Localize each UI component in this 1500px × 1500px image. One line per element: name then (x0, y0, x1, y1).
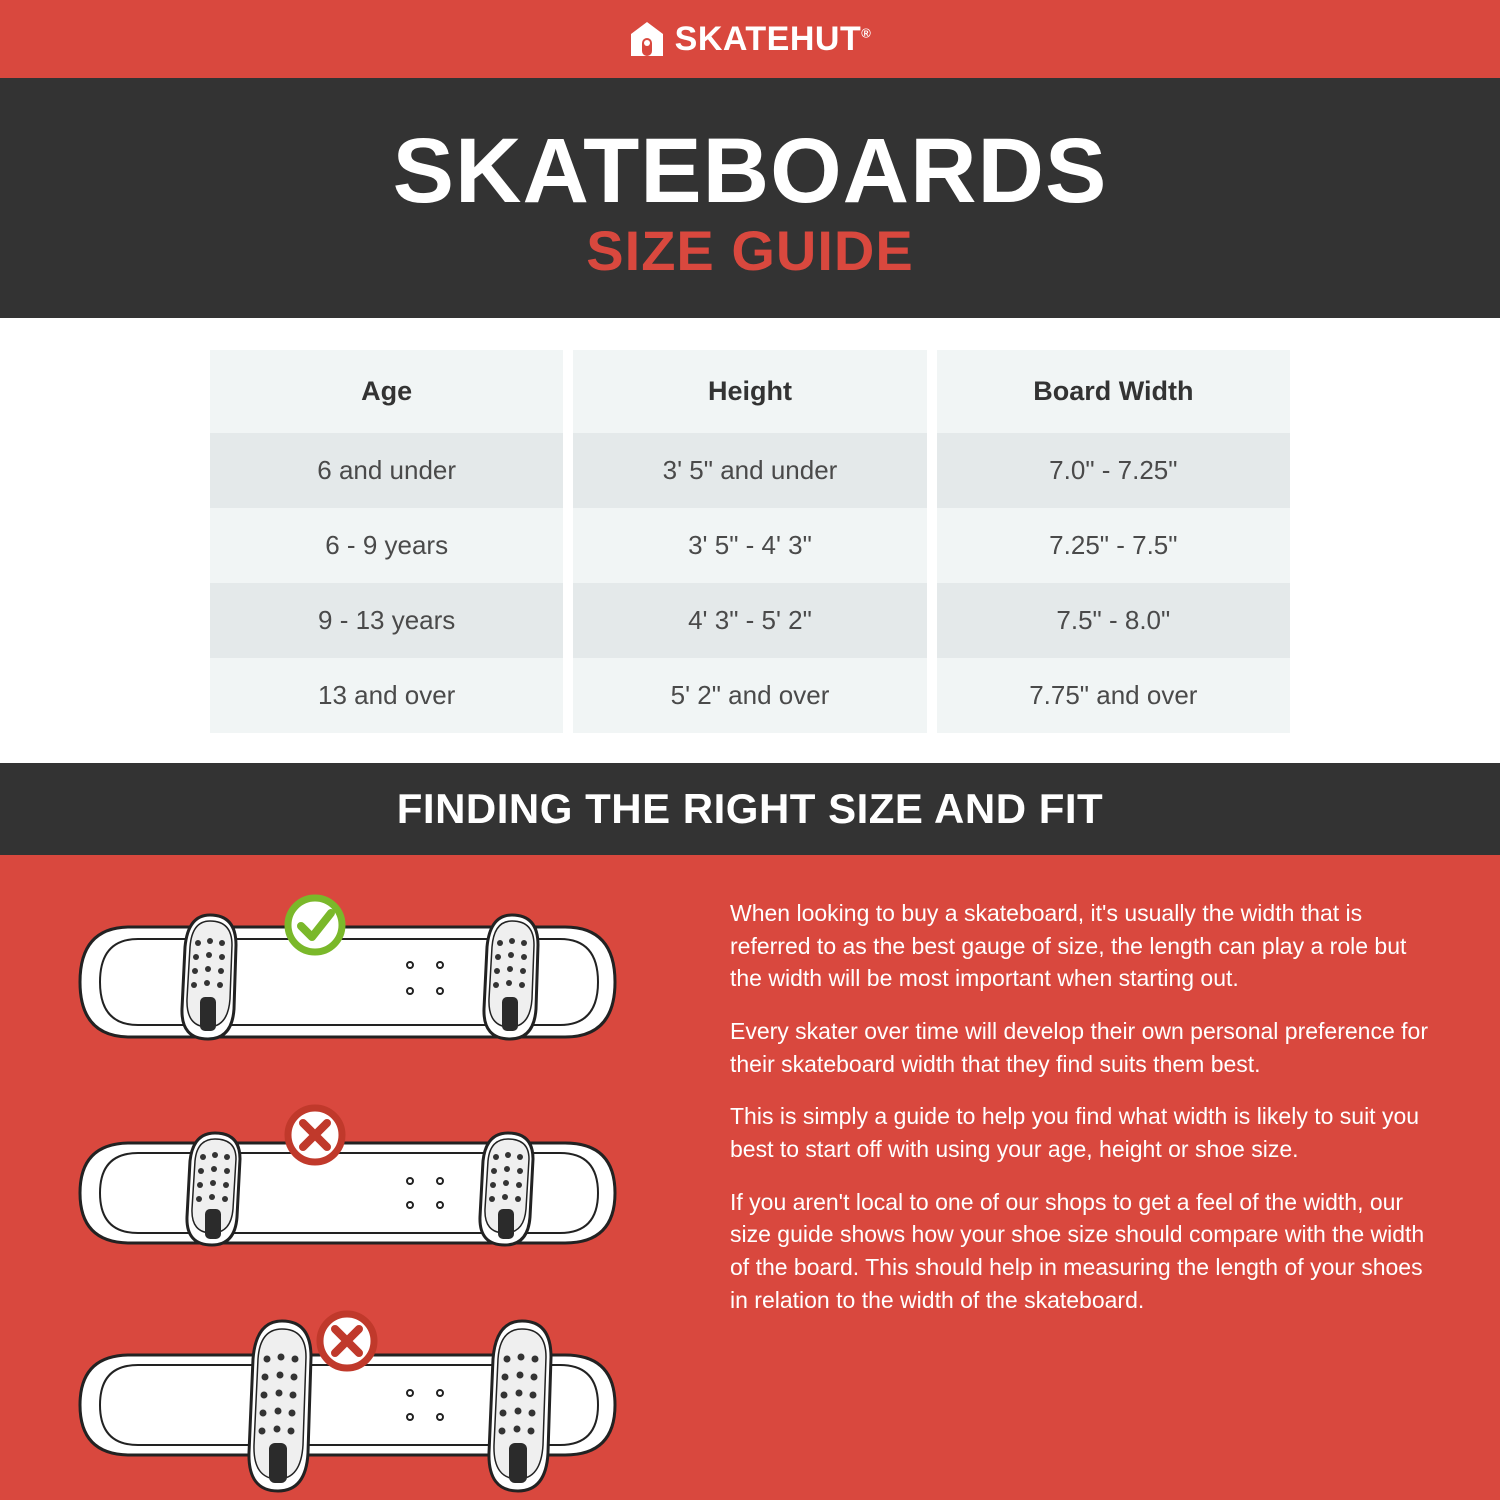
table-cell-board-width: 7.75" and over (937, 658, 1290, 733)
table-cell-height: 5' 2" and over (573, 658, 926, 733)
table-row (210, 508, 1290, 583)
table-cell-age: 9 - 13 years (210, 583, 563, 658)
body-paragraph-4: If you aren't local to one of our shops to get a feel of the width, our size guide shows how your shoe size should compare with the width of the board. This should help in measuring the length of your shoes in relation to the width of the skateboard. (730, 1188, 1425, 1313)
table-cell-height: 3' 5" and under (573, 433, 926, 508)
board-diagram-incorrect-wide (60, 1303, 680, 1493)
board-diagram-incorrect-narrow (60, 1095, 680, 1285)
table-header-age: Age (210, 350, 563, 433)
table-cell-height: 3' 5" - 4' 3" (573, 508, 926, 583)
page-subtitle: SIZE GUIDE (586, 219, 914, 282)
table-cell-board-width: 7.5" - 8.0" (937, 583, 1290, 658)
board-diagrams-column (60, 883, 680, 1500)
brand-registered-mark: ® (861, 25, 872, 41)
brand-bar (0, 0, 1500, 78)
table-row (210, 433, 1290, 508)
table-row (210, 658, 1290, 733)
board-diagram-correct (60, 887, 680, 1077)
size-table-wrapper (0, 318, 1500, 763)
brand-name (675, 22, 872, 56)
section-banner (0, 763, 1500, 855)
size-table (200, 350, 1300, 733)
fit-content-area (0, 855, 1500, 1500)
body-paragraph-3: This is simply a guide to help you find what width is likely to suit you best to start off with using your age, height or shoe size. (730, 1103, 1420, 1162)
title-block (0, 78, 1500, 318)
table-cell-board-width: 7.0" - 7.25" (937, 433, 1290, 508)
table-header-row (210, 350, 1290, 433)
page-title: SKATEBOARDS (392, 120, 1108, 222)
cross-circle-icon (288, 1108, 342, 1162)
table-row (210, 583, 1290, 658)
cross-circle-icon (320, 1314, 374, 1368)
table-header-board-width: Board Width (937, 350, 1290, 433)
table-cell-age: 6 - 9 years (210, 508, 563, 583)
table-header-height: Height (573, 350, 926, 433)
brand-name-text: SKATEHUT (674, 20, 862, 58)
table-cell-age: 13 and over (210, 658, 563, 733)
table-cell-board-width: 7.25" - 7.5" (937, 508, 1290, 583)
body-paragraph-2: Every skater over time will develop their own personal preference for their skateboard width that they find suits them best. (730, 1017, 1428, 1077)
section-heading: FINDING THE RIGHT SIZE AND FIT (396, 785, 1104, 832)
table-cell-height: 4' 3" - 5' 2" (573, 583, 926, 658)
body-paragraph-1: When looking to buy a skateboard, it's usually the width that is referred to as the best gauge of size, the length can play a role but the width will be most important when starting out. (730, 900, 1407, 992)
fit-text-column (680, 883, 1440, 1500)
table-cell-age: 6 and under (210, 433, 563, 508)
skate-hut-logo-icon (629, 20, 665, 58)
check-circle-icon (288, 898, 342, 952)
